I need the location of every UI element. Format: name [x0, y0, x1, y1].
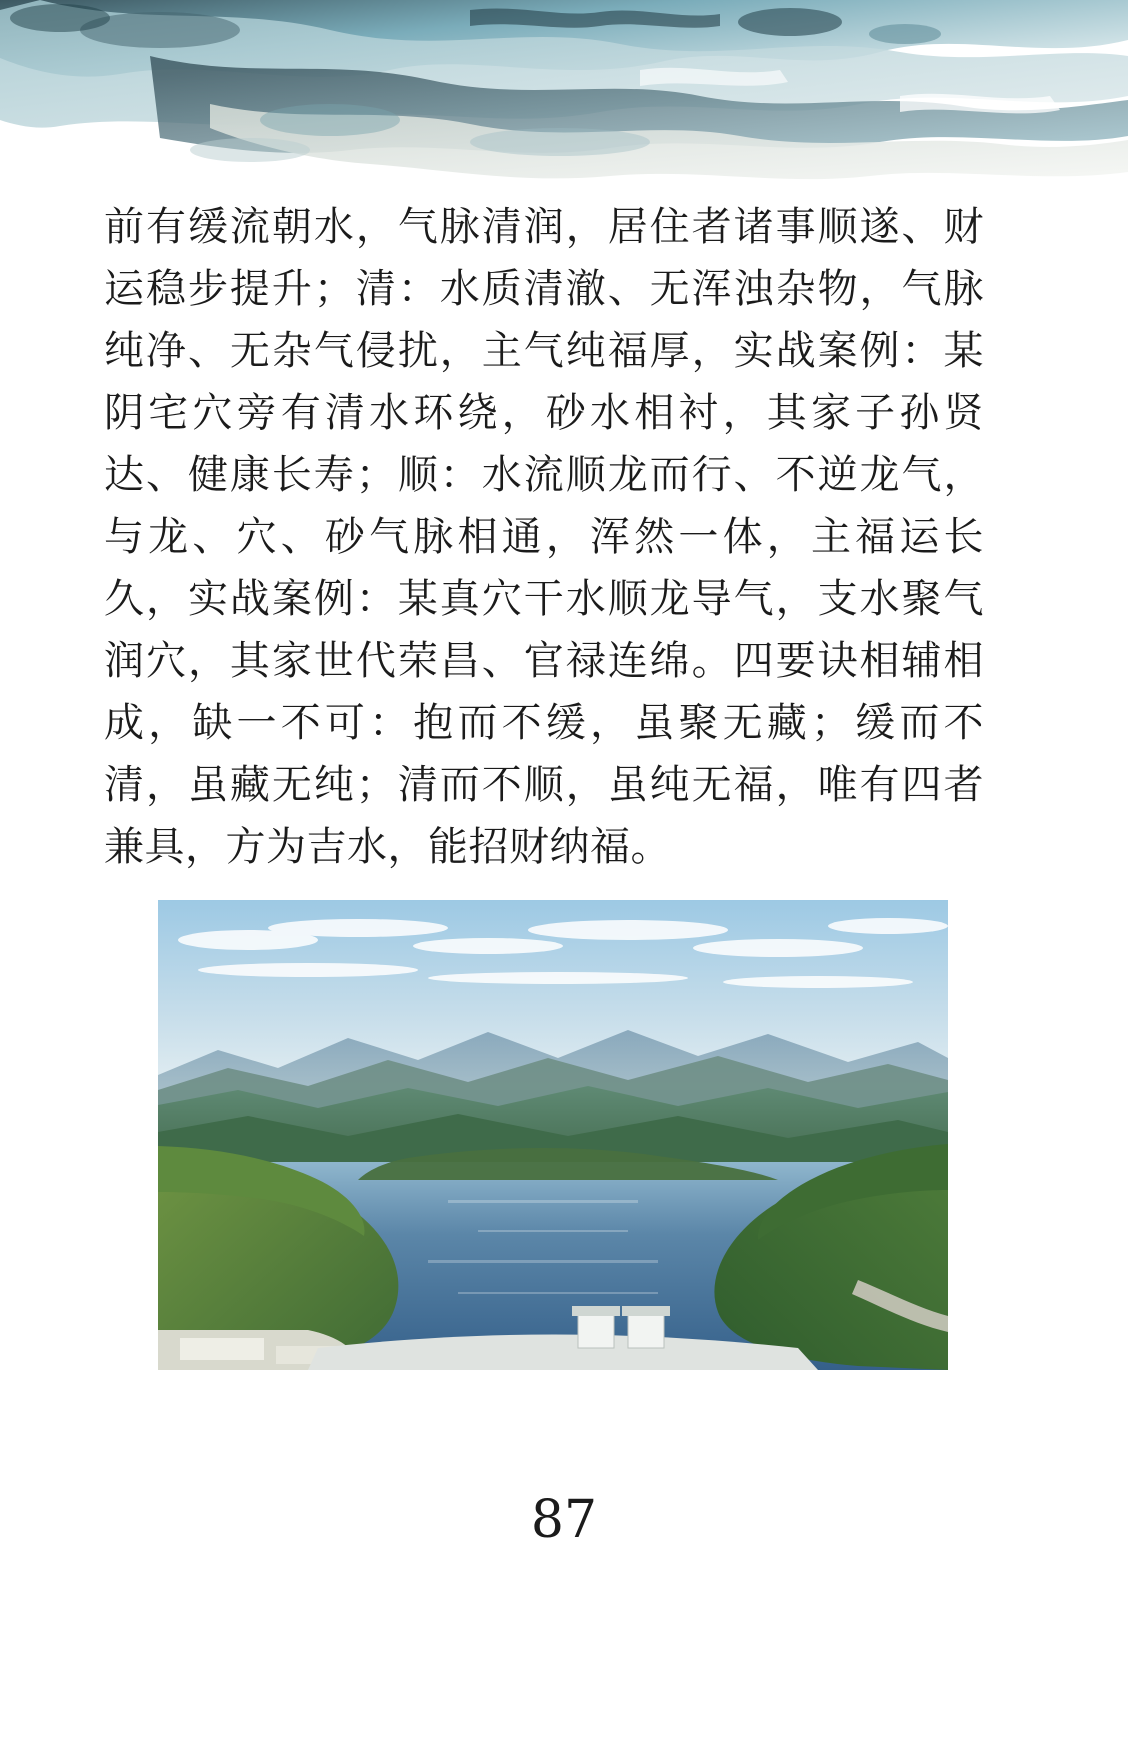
page-number: 87 [530, 1490, 598, 1550]
ink-wash-watercolor-banner [0, 0, 1128, 185]
reservoir-lake-landscape-photo [158, 900, 948, 1370]
body-paragraph: 前有缓流朝水，气脉清润，居住者诸事顺遂、财运稳步提升；清：水质清澈、无浑浊杂物，气脉纯净、无杂气侵扰，主气纯福厚，实战案例：某阴宅穴旁有清水环绕，砂水相衬，其家子孙贤达、健康长寿；顺：水流顺龙而行、不逆龙气，与龙、穴、砂气脉相通，浑然一体，主福运长久，实战案例：某真穴干水顺龙导气，支水聚气润穴，其家世代荣昌、官禄连绵。四要诀相辅相成，缺一不可：抱而不缓，虽聚无藏；缓而不清，虽藏无纯；清而不顺，虽纯无福，唯有四者兼具，方为吉水，能招财纳福。 [104, 204, 984, 870]
